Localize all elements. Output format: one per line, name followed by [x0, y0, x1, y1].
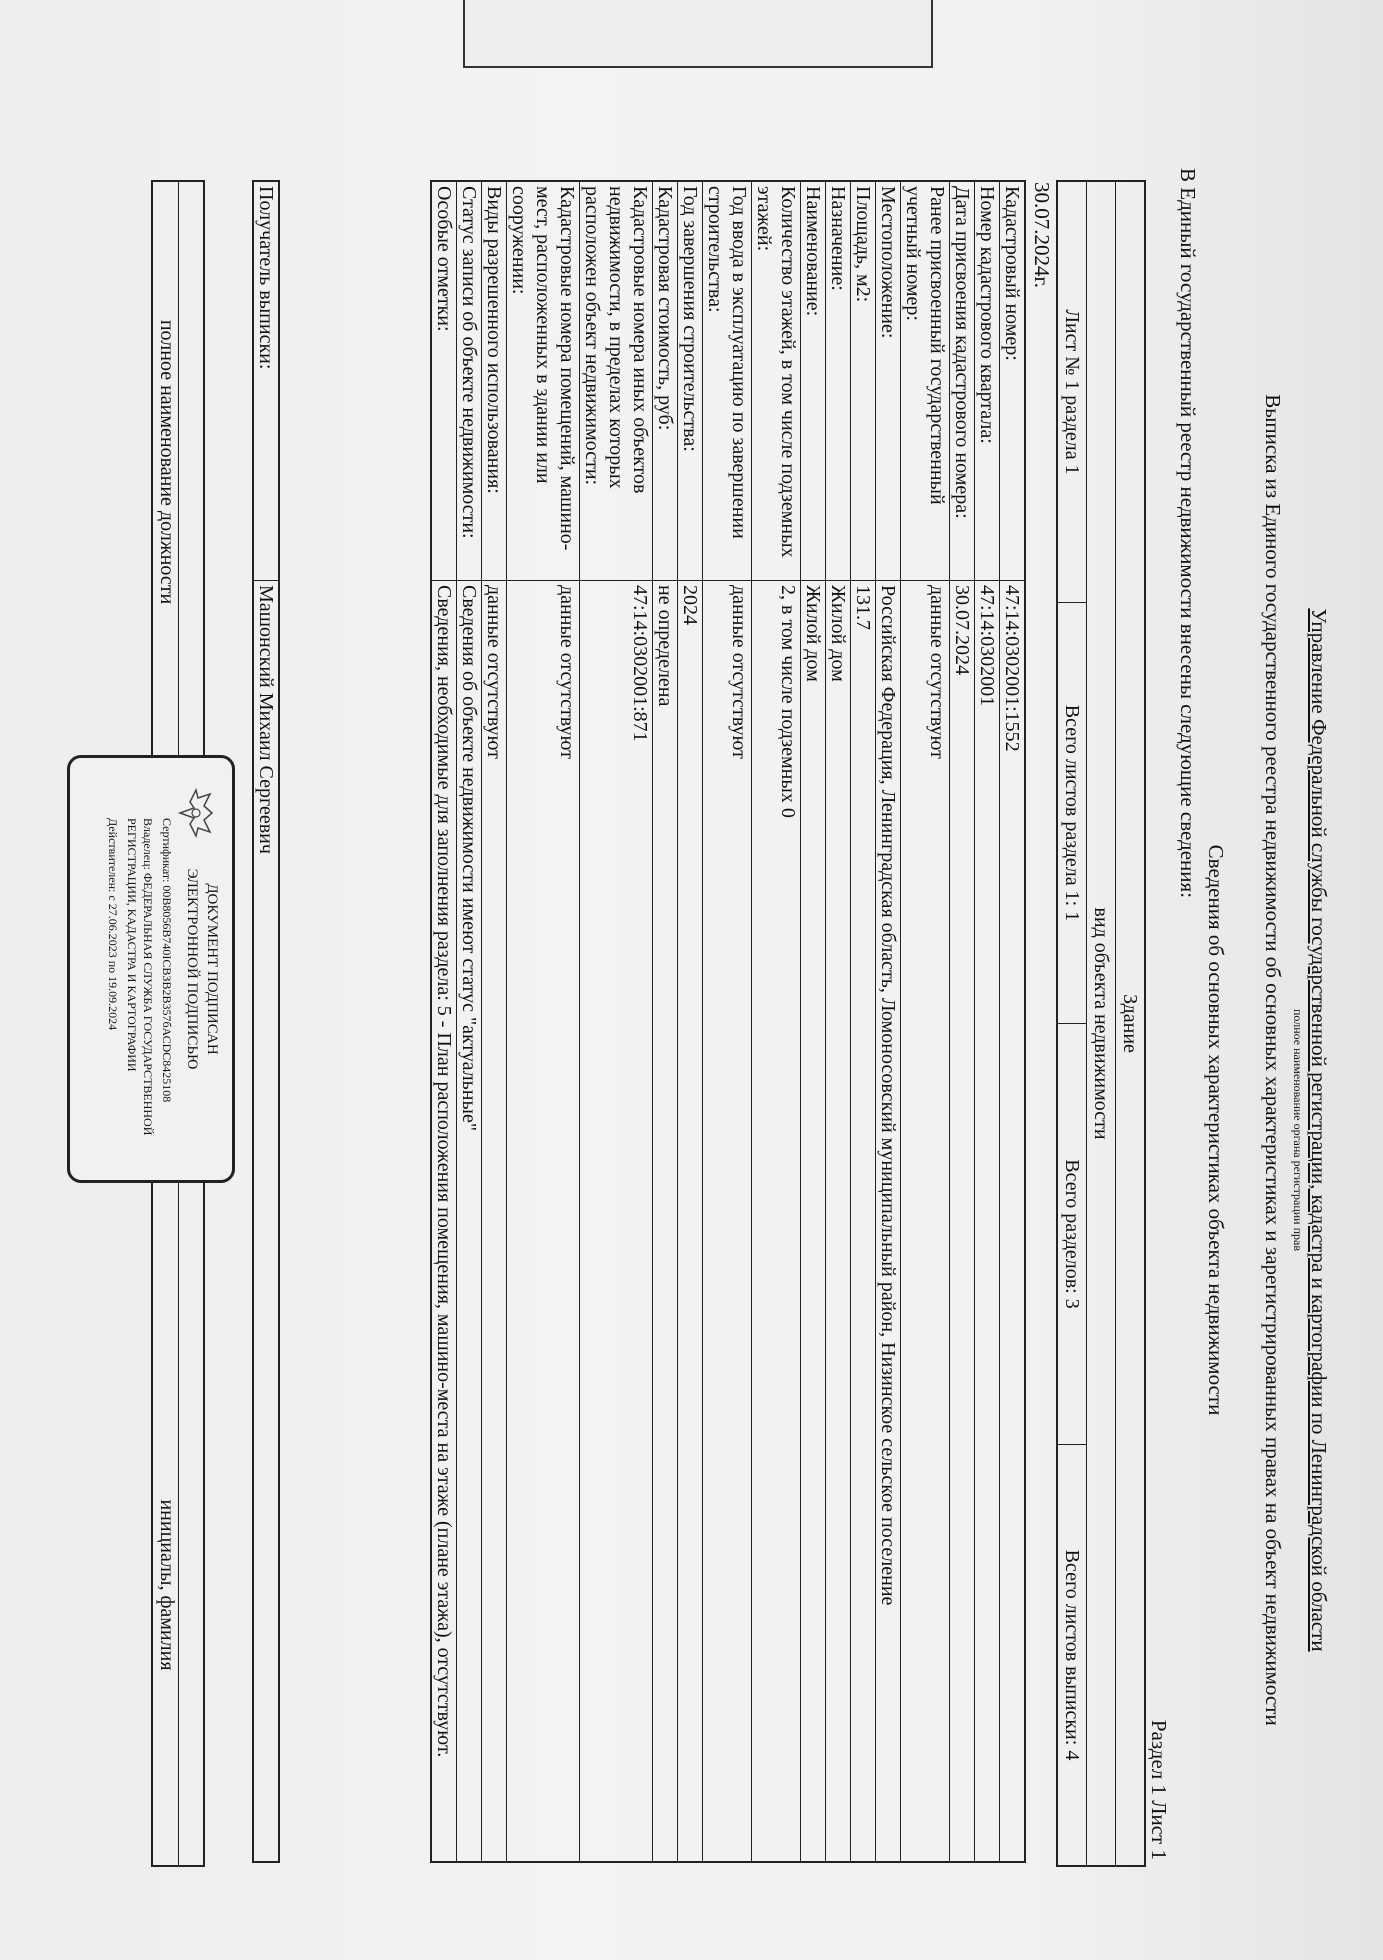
recipient-label: Получатель выписки: — [253, 181, 279, 581]
row-value: 47:14:0302001 — [975, 581, 1000, 1863]
table-row — [457, 181, 482, 1862]
row-value: данные отсутствуют — [703, 581, 752, 1863]
row-value: Российская Федерация, Ленинградская область, Ломоносовский муниципальный район, Низинское сельское поселение — [876, 581, 901, 1863]
row-value: 2024 — [678, 581, 703, 1863]
organization-name: Управление Федеральной службы государственной регистрации, кадастра и картографии по Ленинградской области — [1307, 608, 1331, 1652]
row-label: Площадь, м2: — [851, 181, 876, 581]
esign-line-2: ЭЛЕКТРОННОЙ ПОДПИСЬЮ — [184, 868, 200, 1070]
row-label: Кадастровые номера иных объектов недвижимости, в пределах которых расположен объект недвижимости: — [580, 181, 653, 581]
table-row — [851, 181, 876, 1862]
esign-owner: Владелец: ФЕДЕРАЛЬНАЯ СЛУЖБА ГОСУДАРСТВЕННОЙ РЕГИСТРАЦИИ, КАДАСТРА И КАРТОГРАФИИ — [125, 818, 155, 1136]
table-row — [901, 181, 950, 1862]
row-value: 131.7 — [851, 581, 876, 1863]
row-label: Кадастровая стоимость, руб: — [653, 181, 678, 581]
row-label: Наименование: — [801, 181, 826, 581]
section-label: Раздел 1 Лист 1 — [1147, 1719, 1171, 1860]
row-label: Количество этажей, в том числе подземных этажей: — [752, 181, 801, 581]
recipient-value: Машонский Михаил Сергеевич — [253, 581, 279, 1863]
table-row — [950, 181, 975, 1862]
intro-text: В Единый государственный реестр недвижимости внесены следующие сведения: — [1176, 168, 1200, 899]
table-row — [482, 181, 507, 1862]
row-label: Дата присвоения кадастрового номера: — [950, 181, 975, 581]
row-label: Год завершения строительства: — [678, 181, 703, 581]
section-title: Сведения об основных характеристиках объекта недвижимости — [1204, 844, 1228, 1416]
esign-certificate: Сертификат: 00B8056B740ІСВЗВ2В357бАСDС8425108 — [160, 818, 174, 1103]
row-value: Жилой дом — [826, 581, 851, 1863]
row-label: Особые отметки: — [431, 181, 457, 581]
sections-total: Всего разделов: 3 — [1058, 1024, 1086, 1445]
table-row — [507, 181, 580, 1862]
recipient-table — [252, 180, 280, 1863]
esign-line-1: ДОКУМЕНТ ПОДПИСАН — [204, 883, 220, 1055]
row-label: Местоположение: — [876, 181, 901, 581]
table-row — [876, 181, 901, 1862]
row-value: 47:14:0302001:1552 — [1000, 581, 1026, 1863]
sheet-number: Лист № 1 раздела 1 — [1058, 182, 1086, 603]
row-label: Кадастровые номера помещений, машино-мест, расположенных в здании или сооружении: — [507, 181, 580, 581]
row-value: 2, в том числе подземных 0 — [752, 581, 801, 1863]
recipient-row — [253, 181, 279, 1862]
extract-date: 30.07.2024г. — [1030, 182, 1054, 288]
table-row — [752, 181, 801, 1862]
object-type-caption: вид объекта недвижимости — [1090, 907, 1113, 1140]
organization-caption: полное наименование органа регистрации прав — [1291, 1008, 1305, 1252]
row-label: Кадастровый номер: — [1000, 181, 1026, 581]
header-table — [1056, 180, 1146, 1867]
table-row — [431, 181, 457, 1862]
characteristics-table — [430, 180, 1026, 1863]
row-label: Ранее присвоенный государственный учетный номер: — [901, 181, 950, 581]
object-type: Здание — [1119, 994, 1142, 1053]
row-value: Жилой дом — [801, 581, 826, 1863]
table-row — [826, 181, 851, 1862]
row-label: Статус записи об объекте недвижимости: — [457, 181, 482, 581]
row-label: Виды разрешенного использования: — [482, 181, 507, 581]
row-value: Сведения об объекте недвижимости имеют статус "актуальные" — [457, 581, 482, 1863]
table-row — [678, 181, 703, 1862]
row-value: 47:14:0302001:871 — [580, 581, 653, 1863]
document-title: Выписка из Единого государственного реестра недвижимости об основных характеристиках и зарегистрированных правах на объект недвижимости — [1261, 394, 1285, 1726]
table-row — [703, 181, 752, 1862]
row-value: не определена — [653, 581, 678, 1863]
electronic-signature-stamp — [67, 755, 235, 1183]
table-row — [801, 181, 826, 1862]
row-value: данные отсутствуют — [507, 581, 580, 1863]
esign-validity: Действителен: с 27.06.2023 по 19.09.2024 — [106, 818, 120, 1031]
table-row — [1000, 181, 1026, 1862]
row-value: 30.07.2024 — [950, 581, 975, 1863]
table-row — [975, 181, 1000, 1862]
sheets-in-section: Всего листов раздела 1: 1 — [1058, 603, 1086, 1024]
table-row — [653, 181, 678, 1862]
row-value: данные отсутствуют — [482, 581, 507, 1863]
row-value: Сведения, необходимые для заполнения раздела: 5 - План расположения помещения, машино-места на этаже (плане этажа), отсутствуют. — [431, 581, 457, 1863]
row-label: Год ввода в эксплуатацию по завершении строительства: — [703, 181, 752, 581]
position-caption: полное наименование должности — [156, 319, 178, 605]
sheets-total: Всего листов выписки: 4 — [1061, 1549, 1083, 1761]
row-label: Номер кадастрового квартала: — [975, 181, 1000, 581]
name-caption: инициалы, фамилия — [156, 1499, 178, 1671]
row-value: данные отсутствуют — [901, 581, 950, 1863]
table-row — [580, 181, 653, 1862]
row-label: Назначение: — [826, 181, 851, 581]
